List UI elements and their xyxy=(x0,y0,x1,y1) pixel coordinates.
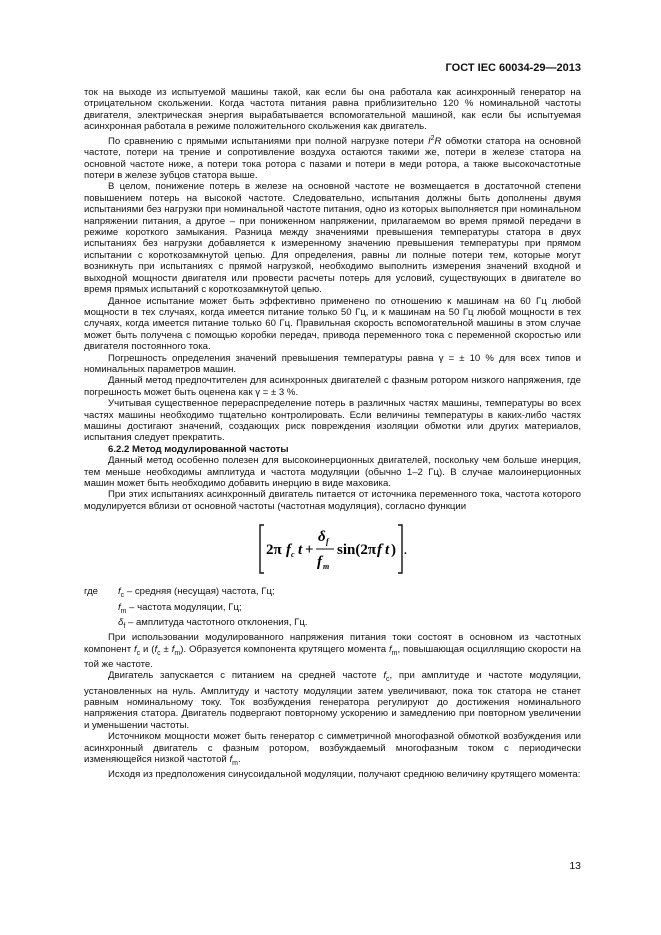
paragraph: Данный метод особенно полезен для высокоинерционных двигателей, поскольку чем больше инерция, тем меньше необходимы амплитуда и частота модуляции (обычно 1–2 Гц). В случае малоинерционных машин может быть необходимо добавить инерцию в виде маховика. xyxy=(84,455,581,489)
subscript: m xyxy=(391,649,398,657)
text-run: ). Образуется компонента крутящего момента xyxy=(180,643,389,655)
text-run: , повышающая осциллящию скорости на той же частоте. xyxy=(84,643,581,670)
subscript: m xyxy=(120,607,127,615)
text-run: обмотки статора на основной частоте, потери на трение и сопротивление воздуха остаются такими же, потери в железе статора на основной частоте ниже, а потери тока ротора с пазами и потери в меди ротора, а также высокочастотные потери в железе зубцов статора выше. xyxy=(84,135,581,182)
formula-subscript: f xyxy=(325,537,329,547)
paragraph: Исходя из предположения синусоидальной модуляции, получают среднюю величину крутящего момента: xyxy=(108,769,581,781)
definition-item xyxy=(118,586,581,601)
symbol: I xyxy=(427,135,431,147)
definition-text: – средняя (несущая) частота, Гц; xyxy=(124,586,275,598)
standard-header: ГОСТ IEC 60034-29—2013 xyxy=(445,62,581,74)
paragraph xyxy=(84,632,581,670)
symbol: f xyxy=(229,754,233,766)
text-run: ± xyxy=(160,643,172,655)
formula-numerator: δ xyxy=(317,529,326,546)
text-run: . xyxy=(237,754,241,766)
symbol: f xyxy=(118,601,121,613)
formula-operator: + xyxy=(304,542,314,559)
symbol: f xyxy=(133,643,137,655)
subscript: f xyxy=(123,622,126,630)
paragraph: Данное испытание может быть эффективно применено по отношению к машинам на 60 Гц любой мощности в тех случаях, когда имеется питание только 50 Гц, и к машинам на 50 Гц любой мощности в тех случаях, когда имеется питание только 60 Гц. Правильная скорость вспомогательной машины в этом случае может быть получена с помощью коробки передач, привода переменного тока с переменной скоростью или двигателя постоянного тока. xyxy=(84,295,581,353)
page-number: 13 xyxy=(569,860,581,872)
paragraph: В целом, понижение потерь в железе на основной частоте не возмещается в достаточной степени повышением потерь на высокой частоте. Следовательно, испытания должны быть дополнены двумя испытаниями без нагрузки при номинальной частоте питания, одно из которых выполняется при номинальном напряжении питания, а другое – при пониженном напряжении, прилагаемом во время прямой передачи в режиме короткого замыкания. Разница между значениями превышения температуры статора в двух испытаниях без нагрузки добавляется к измеренному значению превышения температуры при прямом испытании с короткозамкнутой цепью. Для определения, равны ли полные потери тем, которые могут возникнуть при испытаниях с прямой нагрузкой, необходимо выполнить измерения значений входной и выходной мощности двигателя или провести расчеты потерь для условий, существующих в двигателе во время прямых испытаний с короткозамкнутой цепью. xyxy=(84,181,581,296)
symbol: f xyxy=(171,643,175,655)
superscript: 2 xyxy=(430,134,435,142)
paragraph xyxy=(84,731,581,769)
formula-term: 2π xyxy=(265,542,282,559)
formula-symbol: f xyxy=(285,542,291,559)
formula-paren: ) xyxy=(390,542,396,559)
paragraph: При этих испытаниях асинхронный двигатель питается от источника переменного тока, частота которого модулируется вблизи от основной частоты (частотная модуляция), согласно функции xyxy=(84,489,581,512)
paragraph: ток на выходе из испытуемой машины такой, как если бы она работала как асинхронный генератор на отрицательном скольжении. Когда частота питания равна приблизительно 120 % номинальной частоты двигателя, электрическая энергия вырабатывается вспомогательной машиной, как если бы испытуемая асинхронная работала в режиме положительного скольжения как двигатель. xyxy=(84,87,581,133)
paragraph: Учитывая существенное перераспределение потерь в различных частях машины, температуры во всех частях машины необходимо тщательно контролировать. Если величины температуры в каких-либо частях машины достигают значений, создающих риск повреждения изоляции обмотки или других материалов, испытания следует прекратить. xyxy=(84,398,581,444)
subscript: c xyxy=(136,649,141,657)
subscript: c xyxy=(157,649,161,657)
text-run: и ( xyxy=(140,643,155,655)
symbol: R xyxy=(434,135,442,147)
definition-list xyxy=(118,586,581,632)
formula-symbol: t xyxy=(384,542,389,559)
definition-item xyxy=(118,617,581,632)
text-run: По сравнению с прямыми испытаниями при полной нагрузке потери xyxy=(108,135,428,147)
symbol: f xyxy=(154,643,158,655)
where-label: где xyxy=(84,586,99,598)
formula-symbol: t xyxy=(297,542,302,559)
formula-subscript: c xyxy=(290,550,295,560)
symbol: f xyxy=(383,670,386,682)
section-heading: 6.2.2 Метод модулированной частоты xyxy=(108,443,289,455)
formula-period: . xyxy=(403,545,407,558)
definition-text: – частота модуляции, Гц; xyxy=(126,601,242,613)
subscript: c xyxy=(120,592,125,600)
text-run: Источником мощности может быть генератор с симметричной многофазной обмоткой возбуждения или асинхронный двигатель с фазным ротором, возбуждаемый многофазным током с периодически изменяющейся низкой частотой xyxy=(84,731,581,766)
modulation-formula xyxy=(84,521,581,577)
definition-item xyxy=(118,602,581,617)
symbol: δ xyxy=(118,616,124,628)
text-run: При использовании модулированного напряжения питания токи состоят в основном из частотных компонент xyxy=(84,632,581,655)
paragraph xyxy=(84,670,581,731)
document-body xyxy=(84,87,581,781)
text-run: Двигатель запускается с питанием на средней частоте xyxy=(108,670,384,682)
formula-symbol: f xyxy=(376,542,382,559)
paragraph: Данный метод предпочтителен для асинхронных двигателей с фазным ротором низкого напряжения, где погрешность может быть оценена как γ = ± 3 %. xyxy=(84,375,581,398)
formula-denominator: f xyxy=(316,554,322,571)
formula-prime: ' xyxy=(381,542,384,552)
text-run: , при амплитуде и частоте модуляции, установленных на нуль. Амплитуду и частоту модуляции затем увеличивают, пока ток статора не станет равным номинальному току. Ток возбуждения генератора регулируют до достижения номинального напряжения статора. Двигатель подвергают повторному ускорению и замедлению при повторном увеличении и уменьшении частоты. xyxy=(84,670,581,731)
formula-subscript: m xyxy=(322,562,329,572)
formula-function: sin(2π xyxy=(336,542,376,559)
symbol: f xyxy=(388,643,392,655)
definition-text: – амплитуда частотного отклонения, Гц. xyxy=(125,616,308,628)
paragraph: Погрешность определения значений превышения температуры равна γ = ± 10 % для всех типов и номинальных параметров машин. xyxy=(84,352,581,375)
paragraph xyxy=(84,133,581,182)
variable-definitions xyxy=(84,586,581,632)
subscript: m xyxy=(232,759,238,767)
subscript: c xyxy=(385,676,390,684)
formula-graphic xyxy=(258,521,408,577)
subscript: m xyxy=(174,649,181,657)
symbol: f xyxy=(118,586,121,598)
